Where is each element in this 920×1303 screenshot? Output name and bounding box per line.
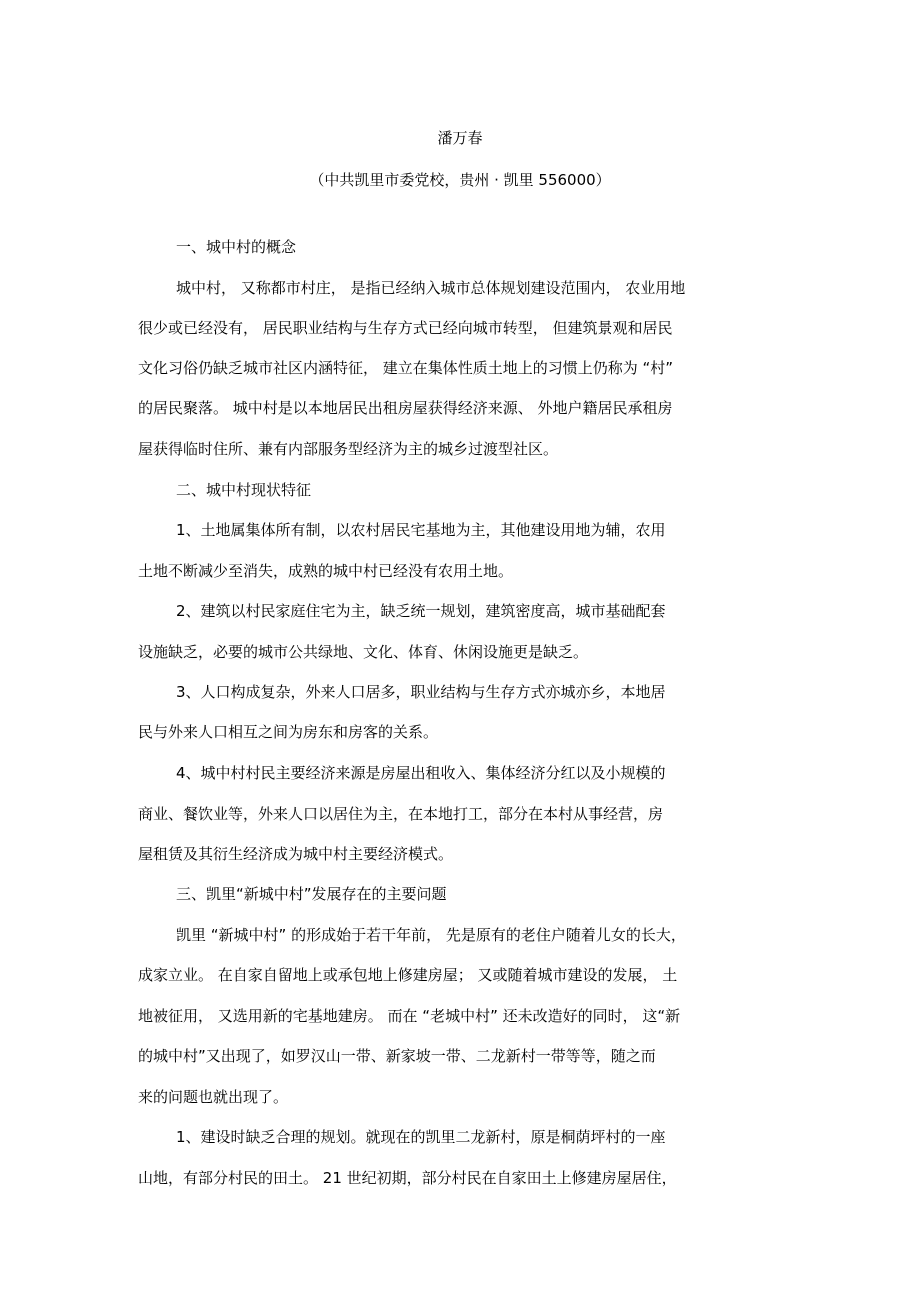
paragraph-line: 1、土地属集体所有制，以农村居民宅基地为主，其他建设用地为辅，农用 xyxy=(176,521,666,539)
paragraph-line: 凯里 “新城中村” 的形成始于若干年前， 先是原有的老住户随着儿女的长大， xyxy=(176,926,686,944)
paragraph-line: 的居民聚落。 城中村是以本地居民出租房屋获得经济来源、 外地户籍居民承租房 xyxy=(138,399,673,417)
section-heading-2: 二、城中村现状特征 xyxy=(176,481,312,499)
paragraph-line: 地被征用， 又选用新的宅基地建房。 而在 “老城中村” 还未改造好的同时， 这“新 xyxy=(138,1007,681,1025)
paragraph-line: 设施缺乏，必要的城市公共绿地、文化、体育、休闲设施更是缺乏。 xyxy=(138,643,589,661)
paragraph-line: 商业、餐饮业等，外来人口以居住为主，在本地打工，部分在本村从事经营，房 xyxy=(138,805,664,823)
paragraph-line: 来的问题也就出现了。 xyxy=(138,1088,289,1106)
paragraph-line: 民与外来人口相互之间为房东和房客的关系。 xyxy=(138,723,439,741)
paragraph-line: 4、城中村村民主要经济来源是房屋出租收入、集体经济分红以及小规模的 xyxy=(176,764,666,782)
paragraph-line: 2、建筑以村民家庭住宅为主，缺乏统一规划，建筑密度高，城市基础配套 xyxy=(176,602,666,620)
paragraph-line: 1、建设时缺乏合理的规划。就现在的凯里二龙新村，原是桐荫坪村的一座 xyxy=(176,1128,666,1146)
section-heading-1: 一、城中村的概念 xyxy=(176,238,297,256)
paragraph-line: 屋租赁及其衍生经济成为城中村主要经济模式。 xyxy=(138,845,454,863)
section-heading-3: 三、凯里“新城中村”发展存在的主要问题 xyxy=(176,885,447,903)
paragraph-line: 很少或已经没有， 居民职业结构与生存方式已经向城市转型， 但建筑景观和居民 xyxy=(138,319,673,337)
paragraph-line: 屋获得临时住所、兼有内部服务型经济为主的城乡过渡型社区。 xyxy=(138,440,559,458)
author-name: 潘万春 xyxy=(437,129,483,147)
paragraph-line: 山地，有部分村民的田土。 21 世纪初期，部分村民在自家田土上修建房屋居住， xyxy=(138,1169,677,1187)
paragraph-line: 成家立业。 在自家自留地上或承包地上修建房屋； 又或随着城市建设的发展， 土 xyxy=(138,966,678,984)
paragraph-line: 3、人口构成复杂，外来人口居多，职业结构与生存方式亦城亦乡，本地居 xyxy=(176,683,666,701)
paragraph-line: 城中村， 又称都市村庄， 是指已经纳入城市总体规划建设范围内， 农业用地 xyxy=(176,279,686,297)
paragraph-line: 土地不断减少至消失，成熟的城中村已经没有农用土地。 xyxy=(138,562,514,580)
author-affiliation: （中共凯里市委党校，贵州 · 凯里 556000） xyxy=(309,171,611,189)
paragraph-line: 文化习俗仍缺乏城市社区内涵特征， 建立在集体性质土地上的习惯上仍称为 “村” xyxy=(138,359,674,377)
paragraph-line: 的城中村”又出现了，如罗汉山一带、新家坡一带、二龙新村一带等等，随之而 xyxy=(138,1047,656,1065)
